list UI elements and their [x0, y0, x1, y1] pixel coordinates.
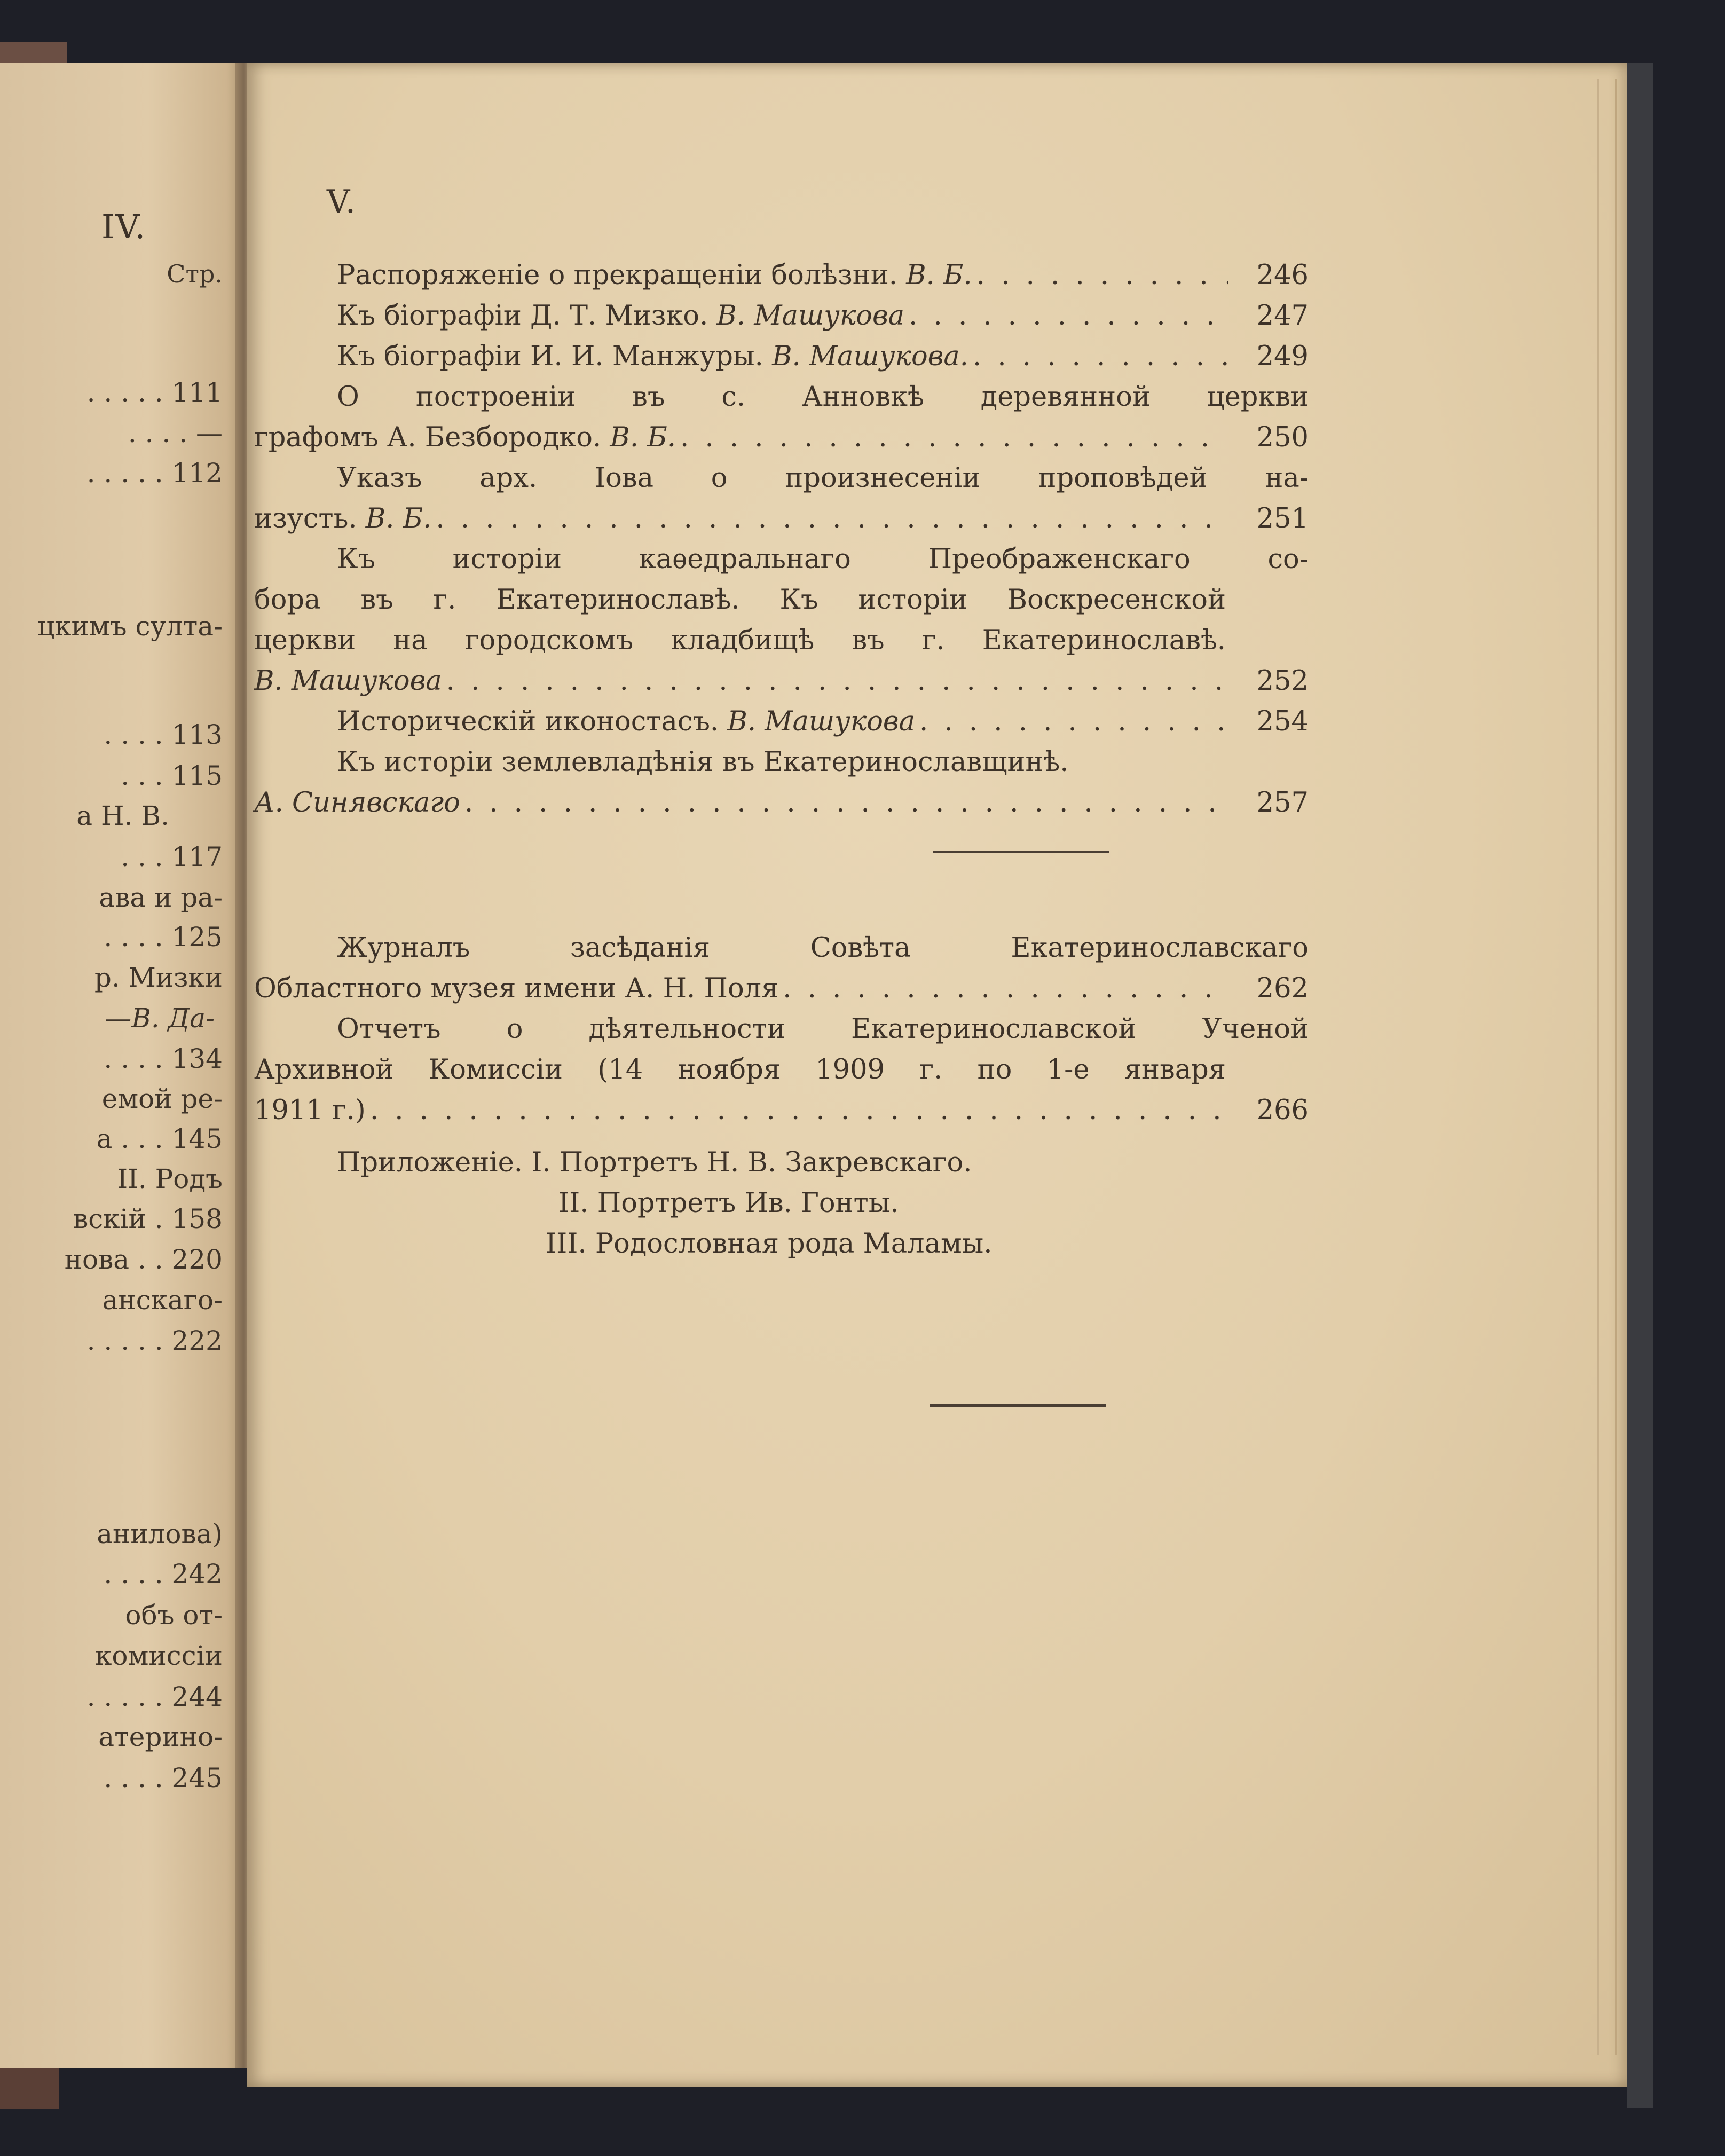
toc-page-number: 251 — [1256, 503, 1309, 534]
section-divider — [933, 851, 1109, 853]
appendix-label: Приложеніе. I. Портретъ Н. В. Закревскаго. — [337, 1147, 972, 1178]
toc-entry: Областного музея имени А. Н. Поля . . . 262 — [254, 975, 1309, 1002]
left-column-header: Стр. — [167, 259, 223, 288]
toc-page-number: 250 — [1256, 422, 1309, 453]
left-line: . . . . . 112 — [86, 458, 223, 489]
left-line: а Н. В. — [76, 800, 169, 831]
left-line: —В. Да- — [105, 1003, 215, 1034]
left-line: II. Родъ — [117, 1163, 223, 1194]
toc-entry-line: Архивной Комиссіи (14 ноября 1909 г. по 1-е января — [254, 1054, 1226, 1085]
toc-entry: изусть. В. Б. . . . 251 — [254, 505, 1309, 532]
toc-page-number: 246 — [1256, 259, 1309, 291]
toc-entry-line: О построеніи въ с. Анновкѣ деревянной церкви — [337, 381, 1309, 413]
toc-entry: 1911 г.) . . . 266 — [254, 1097, 1309, 1124]
left-line: а . . . 145 — [96, 1123, 223, 1154]
toc-entry-line: Журналъ засѣданія Совѣта Екатеринославскаго — [337, 932, 1309, 964]
toc-entry-line: Указъ арх. Іова о произнесеніи проповѣдей на- — [337, 462, 1309, 494]
toc-page-number: 262 — [1256, 973, 1309, 1004]
toc-entry-line: бора въ г. Екатеринославѣ. Къ исторіи Воскресенской — [254, 584, 1226, 616]
left-line: р. Мизки — [94, 962, 223, 993]
left-line: объ от- — [125, 1600, 223, 1631]
left-line: . . . . 134 — [104, 1043, 223, 1074]
left-line: вскій . 158 — [73, 1203, 223, 1234]
toc-page-number: 254 — [1256, 706, 1309, 737]
left-line: анилова) — [97, 1518, 223, 1549]
right-page-number: V. — [327, 183, 357, 221]
appendix-item: II. Портретъ Ив. Гонты. — [558, 1187, 899, 1219]
right-page — [247, 63, 1627, 2087]
left-line: . . . 115 — [121, 760, 223, 791]
toc-entry: Историческій иконостасъ. В. Машукова . . . 254 — [254, 708, 1309, 735]
left-line: нова . . 220 — [64, 1244, 223, 1275]
toc-page-number: 257 — [1256, 787, 1309, 819]
toc-page-number: 252 — [1256, 665, 1309, 697]
left-line: . . . . . 222 — [86, 1325, 223, 1356]
toc-entry-line: Къ исторіи каѳедральнаго Преображенскаго со- — [337, 544, 1309, 575]
left-line: . . . . 125 — [104, 922, 223, 953]
toc-entry: А. Синявскаго . . . 257 — [254, 789, 1309, 816]
left-page — [0, 63, 247, 2068]
toc-entry-line: церкви на городскомъ кладбищѣ въ г. Екатеринославѣ. — [254, 625, 1226, 656]
toc-entry: Къ біографіи Д. Т. Мизко. В. Машукова . . . 247 — [254, 302, 1309, 329]
book-cover-edge — [1627, 63, 1653, 2108]
left-line: . . . . — — [128, 418, 223, 448]
toc-entry-line: Къ исторіи землевладѣнія въ Екатеринославщинѣ. — [337, 746, 1069, 778]
toc-entry: графомъ А. Безбородко. В. Б. . . . 250 — [254, 424, 1309, 451]
left-line: атерино- — [98, 1721, 223, 1752]
left-line: комиссіи — [95, 1640, 223, 1671]
page-edge — [1597, 79, 1617, 2055]
left-line: . . . . 113 — [104, 719, 223, 750]
left-line: . . . . . 244 — [86, 1681, 223, 1712]
end-divider — [930, 1404, 1106, 1407]
toc-page-number: 249 — [1256, 341, 1309, 372]
toc-entry-line: Отчетъ о дѣятельности Екатеринославской Ученой — [337, 1013, 1309, 1045]
left-line: цкимъ султа- — [37, 611, 223, 642]
left-page-number: IV. — [101, 207, 147, 246]
toc-entry: Распоряженіе о прекращеніи болѣзни. В. Б. . . . 246 — [254, 262, 1309, 289]
toc-page-number: 247 — [1256, 300, 1309, 332]
left-line: . . . . 242 — [104, 1559, 223, 1590]
left-line: . . . 117 — [121, 841, 223, 872]
left-line: емой ре- — [101, 1083, 223, 1114]
left-line: . . . . . 111 — [86, 377, 223, 408]
toc-entry: Къ біографіи И. И. Манжуры. В. Машукова. . . . 249 — [254, 343, 1309, 370]
left-line: анскаго- — [102, 1285, 223, 1316]
appendix-item: III. Родословная рода Маламы. — [546, 1228, 993, 1260]
toc-entry: В. Машукова . . . 252 — [254, 667, 1309, 695]
toc-page-number: 266 — [1256, 1095, 1309, 1126]
left-line: ава и ра- — [99, 882, 223, 913]
left-line: . . . . 245 — [104, 1762, 223, 1793]
